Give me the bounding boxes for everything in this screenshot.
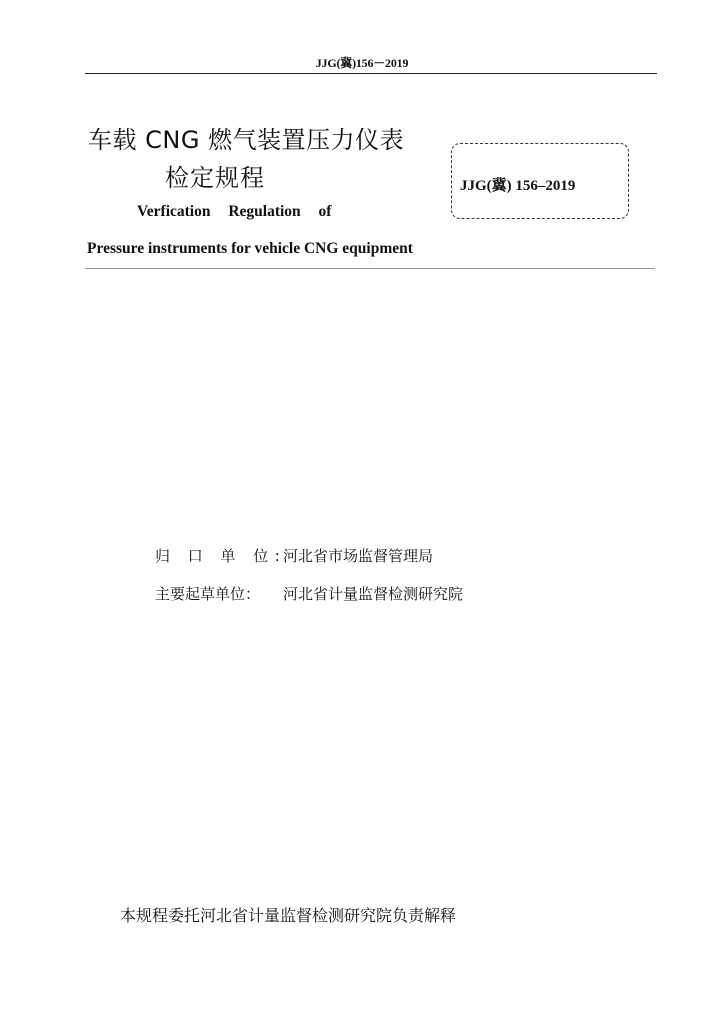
header-standard-code: JJG(冀)156－2019	[315, 56, 409, 70]
title-english-line-1: Verfication Regulation of	[137, 203, 332, 220]
interpretation-note: 本规程委托河北省计量监督检测研究院负责解释	[120, 906, 457, 925]
responsible-unit-label: 归 口 单 位:	[155, 547, 287, 565]
title-chinese-line-2: 检定规程	[165, 164, 265, 192]
header-divider	[85, 73, 657, 74]
title-chinese-line-1: 车载 CNG 燃气装置压力仪表	[88, 126, 405, 154]
drafting-unit-value: 河北省计量监督检测研究院	[283, 585, 464, 603]
drafting-unit-row	[155, 583, 463, 604]
title-divider	[85, 268, 655, 269]
drafting-unit-label: 主要起草单位：	[155, 585, 261, 603]
responsible-unit-value: 河北省市场监督管理局	[283, 547, 434, 565]
responsible-unit-row	[155, 545, 433, 566]
standard-code-box-text: JJG(冀) 156–2019	[460, 178, 576, 194]
title-english-line-2: Pressure instruments for vehicle CNG equipment	[87, 240, 413, 257]
